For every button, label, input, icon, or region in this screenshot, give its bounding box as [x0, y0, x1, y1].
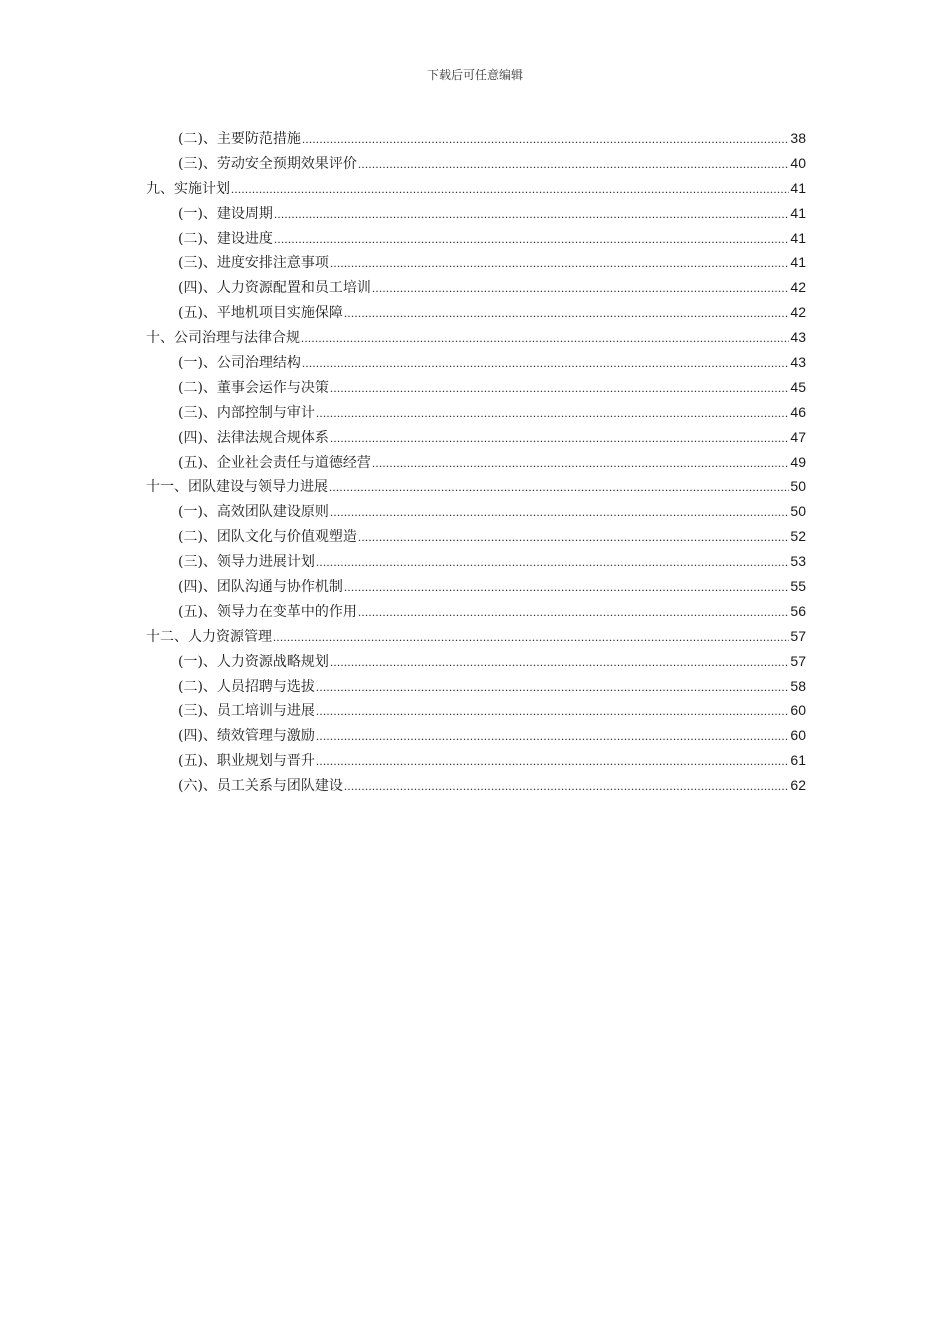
toc-section-entry[interactable]	[146, 226, 806, 251]
toc-entry-title: (五)、企业社会责任与道德经营	[178, 454, 371, 471]
toc-dot-leader	[316, 675, 789, 700]
toc-section-entry[interactable]	[146, 375, 806, 400]
toc-page-number: 58	[790, 677, 806, 694]
toc-page-number: 62	[790, 777, 806, 794]
toc-page-number: 60	[790, 702, 806, 719]
toc-page-number: 41	[790, 179, 806, 196]
toc-entry-title: (四)、法律法规合规体系	[178, 429, 329, 446]
toc-entry-title: (三)、劳动安全预期效果评价	[178, 155, 357, 172]
toc-section-entry[interactable]	[146, 698, 806, 723]
toc-entry-title: 十、公司治理与法律合规	[146, 330, 300, 347]
toc-section-entry[interactable]	[146, 674, 806, 699]
toc-section-entry[interactable]	[146, 773, 806, 798]
toc-page-number: 47	[790, 428, 806, 445]
toc-dot-leader	[301, 326, 789, 351]
toc-entry-title: (三)、进度安排注意事项	[178, 255, 329, 272]
toc-entry-title: (五)、职业规划与晋升	[178, 753, 315, 770]
toc-entry-title: (二)、人员招聘与选拔	[178, 678, 315, 695]
toc-section-entry[interactable]	[146, 151, 806, 176]
toc-section-entry[interactable]	[146, 350, 806, 375]
toc-section-entry[interactable]	[146, 300, 806, 325]
toc-page-number: 41	[790, 229, 806, 246]
toc-entry-title: (四)、团队沟通与协作机制	[178, 579, 343, 596]
toc-page-number: 53	[790, 553, 806, 570]
toc-dot-leader	[330, 251, 789, 276]
toc-page-number: 43	[790, 354, 806, 371]
toc-page-number: 41	[790, 254, 806, 271]
toc-entry-title: 十一、团队建设与领导力进展	[146, 479, 328, 496]
toc-section-entry[interactable]	[146, 649, 806, 674]
toc-dot-leader	[358, 152, 789, 177]
toc-section-entry[interactable]	[146, 499, 806, 524]
toc-page-number: 49	[790, 453, 806, 470]
toc-dot-leader	[330, 426, 789, 451]
toc-chapter-entry[interactable]	[146, 176, 806, 201]
toc-section-entry[interactable]	[146, 574, 806, 599]
toc-page-number: 42	[790, 304, 806, 321]
toc-page-number: 46	[790, 403, 806, 420]
page-header: 下载后可任意编辑	[426, 68, 523, 82]
toc-page-number: 42	[790, 279, 806, 296]
toc-section-entry[interactable]	[146, 748, 806, 773]
toc-dot-leader	[316, 550, 789, 575]
toc-entry-title: (三)、内部控制与审计	[178, 404, 315, 421]
toc-section-entry[interactable]	[146, 549, 806, 574]
toc-entry-title: (一)、人力资源战略规划	[178, 653, 329, 670]
toc-dot-leader	[302, 351, 789, 376]
toc-page-number: 43	[790, 329, 806, 346]
toc-section-entry[interactable]	[146, 126, 806, 151]
toc-dot-leader	[302, 127, 789, 152]
toc-entry-title: (一)、公司治理结构	[178, 355, 301, 372]
toc-page-number: 57	[790, 652, 806, 669]
toc-dot-leader	[358, 600, 789, 625]
toc-dot-leader	[316, 699, 789, 724]
toc-page-number: 50	[790, 503, 806, 520]
toc-dot-leader	[344, 575, 789, 600]
toc-dot-leader	[231, 177, 789, 202]
toc-page-number: 52	[790, 528, 806, 545]
toc-dot-leader	[330, 376, 789, 401]
toc-page-number: 45	[790, 378, 806, 395]
toc-entry-title: (二)、团队文化与价值观塑造	[178, 529, 357, 546]
toc-dot-leader	[330, 500, 789, 525]
toc-dot-leader	[316, 724, 789, 749]
toc-page-number: 50	[790, 478, 806, 495]
toc-chapter-entry[interactable]	[146, 325, 806, 350]
toc-dot-leader	[273, 625, 789, 650]
toc-entry-title: (一)、建设周期	[178, 205, 273, 222]
toc-entry-title: (三)、领导力进展计划	[178, 554, 315, 571]
toc-dot-leader	[330, 650, 789, 675]
toc-section-entry[interactable]	[146, 524, 806, 549]
toc-page-number: 61	[790, 752, 806, 769]
toc-page-number: 41	[790, 204, 806, 221]
toc-dot-leader	[316, 749, 789, 774]
toc-page-number: 38	[790, 130, 806, 146]
table-of-contents	[146, 126, 806, 798]
toc-entry-title: (一)、高效团队建设原则	[178, 504, 329, 521]
toc-dot-leader	[274, 227, 789, 252]
toc-dot-leader	[344, 774, 789, 799]
toc-page-number: 60	[790, 727, 806, 744]
toc-section-entry[interactable]	[146, 201, 806, 226]
toc-dot-leader	[274, 202, 789, 227]
toc-entry-title: (二)、建设进度	[178, 230, 273, 247]
toc-entry-title: (二)、董事会运作与决策	[178, 379, 329, 396]
toc-section-entry[interactable]	[146, 425, 806, 450]
toc-entry-title: (五)、领导力在变革中的作用	[178, 603, 357, 620]
toc-entry-title: (二)、主要防范措施	[178, 131, 301, 147]
toc-chapter-entry[interactable]	[146, 624, 806, 649]
toc-entry-title: (六)、员工关系与团队建设	[178, 778, 343, 795]
toc-entry-title: 九、实施计划	[146, 180, 230, 197]
toc-entry-title: (四)、绩效管理与激励	[178, 728, 315, 745]
toc-page-number: 57	[790, 627, 806, 644]
toc-section-entry[interactable]	[146, 250, 806, 275]
toc-chapter-entry[interactable]	[146, 474, 806, 499]
toc-dot-leader	[358, 525, 789, 550]
toc-section-entry[interactable]	[146, 275, 806, 300]
toc-section-entry[interactable]	[146, 599, 806, 624]
toc-entry-title: (三)、员工培训与进展	[178, 703, 315, 720]
toc-entry-title: (四)、人力资源配置和员工培训	[178, 280, 371, 297]
toc-page-number: 55	[790, 578, 806, 595]
toc-dot-leader	[316, 401, 789, 426]
toc-page-number: 56	[790, 602, 806, 619]
toc-entry-title: (五)、平地机项目实施保障	[178, 305, 343, 322]
toc-section-entry[interactable]	[146, 723, 806, 748]
toc-section-entry[interactable]	[146, 400, 806, 425]
toc-section-entry[interactable]	[146, 450, 806, 475]
toc-dot-leader	[344, 301, 789, 326]
toc-dot-leader	[372, 451, 789, 476]
toc-entry-title: 十二、人力资源管理	[146, 628, 272, 645]
toc-page-number: 40	[790, 154, 806, 171]
toc-dot-leader	[372, 276, 789, 301]
toc-dot-leader	[329, 475, 789, 500]
